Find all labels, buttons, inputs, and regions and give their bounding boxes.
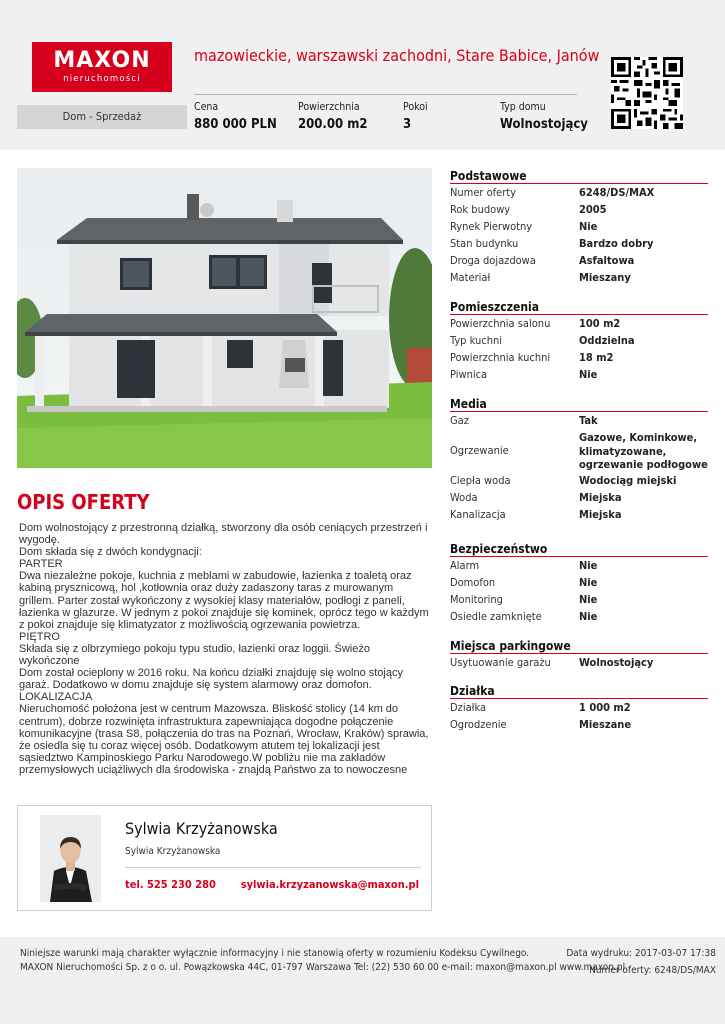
section-plot-title: Działka [450,683,708,699]
stat-area-value: 200.00 m2 [298,117,368,132]
property-location: mazowieckie, warszawski zachodni, Stare Babice, Janów [194,46,600,65]
detail-label: Rok budowy [450,203,511,216]
detail-label: Ogrzewanie [450,443,509,457]
detail-value: 1 000 m2 [579,701,631,714]
section-rooms-title: Pomieszczenia [450,299,708,315]
detail-value: Nie [579,576,598,589]
detail-row [450,591,708,608]
detail-label: Typ kuchni [450,334,503,347]
detail-label: Monitoring [450,593,503,606]
detail-value: Nie [579,610,598,623]
detail-row [450,716,708,733]
detail-label: Alarm [450,559,480,572]
section-security-title: Bezpieczeństwo [450,541,708,557]
agent-card [17,805,432,911]
detail-row [450,654,708,671]
detail-row [450,218,708,235]
maxon-logo[interactable] [32,42,172,92]
section-basic [450,168,708,286]
stat-rooms-label: Pokoi [403,101,428,113]
footer-offer-number: Numer oferty: 6248/DS/MAX [589,965,716,976]
detail-row [450,574,708,591]
section-media-title: Media [450,396,708,412]
footer-print-date: Data wydruku: 2017-03-07 17:38 [566,948,716,959]
detail-value: 2005 [579,203,607,216]
agent-phone-link[interactable]: tel. 525 230 280 [125,878,216,891]
detail-label: Domofon [450,576,496,589]
section-parking [450,638,708,671]
section-basic-title: Podstawowe [450,168,708,184]
detail-value: Tak [579,414,598,427]
detail-value: Miejska [579,490,622,504]
detail-row [450,557,708,574]
agent-name: Sylwia Krzyżanowska [125,819,278,838]
page-header [0,0,725,150]
logo-brand: MAXON [53,48,151,73]
detail-value: Miejska [579,507,622,521]
agent-divider [125,867,421,868]
detail-row [450,201,708,218]
detail-label: Woda [450,490,478,504]
stat-house-type-value: Wolnostojący [500,117,588,132]
stat-price-value: 880 000 PLN [194,117,277,132]
detail-value: Asfaltowa [579,254,635,267]
agent-email-link[interactable]: sylwia.krzyzanowska@maxon.pl [240,878,419,891]
detail-row [450,315,708,332]
description-title: OPIS OFERTY [17,490,150,514]
header-divider [194,94,577,95]
detail-row [450,349,708,366]
detail-label: Numer oferty [450,186,517,199]
detail-row [450,506,708,523]
detail-value: Nie [579,559,598,572]
detail-row [450,235,708,252]
logo-subtitle: nieruchomości [63,74,141,84]
footer-disclaimer: Niniejsze warunki mają charakter wyłącznie informacyjny i nie stanowią oferty w rozumieniu Kodeksu Cywilnego. [20,948,530,959]
footer-company-info: MAXON Nieruchomości Sp. z o o. ul. Powązkowska 44C, 01-797 Warszawa Tel: (22) 530 60 00 e-mail: maxon@maxon.pl www.maxon.pl [20,962,626,973]
property-photo[interactable] [17,168,432,468]
stat-price-label: Cena [194,101,219,113]
detail-value: Nie [579,593,598,606]
detail-label: Droga dojazdowa [450,254,536,267]
detail-row [450,489,708,506]
section-rooms [450,299,708,383]
stat-price [194,101,277,132]
detail-value: Wolnostojący [579,656,654,669]
stat-area-label: Powierzchnia [298,101,360,113]
detail-value: Mieszany [579,271,631,284]
detail-row [450,608,708,625]
detail-label: Stan budynku [450,237,519,250]
detail-value: Nie [579,220,598,233]
offer-type-badge: Dom - Sprzedaż [17,105,187,129]
detail-value: Nie [579,368,598,381]
detail-label: Powierzchnia salonu [450,317,551,330]
description-text: Dom wolnostojący z przestronną działką, stworzony dla osób ceniących przestrzeń i wygodę. Dom składa się z dwóch kondygnacji: PARTER Dwa niezależne pokoje, kuchnia z meblami w zabudowie, łazienka z toaletą oraz kabiną prysznicową, hol ,kotłownia oraz duży zadaszony taras z murowanym grillem. Parter został wykończony z wysokiej klasy materiałów, podłogi z paneli, łazienka w glazurze. W jednym z pokoi znajduje się kominek, oprócz tego w każdym z pokoi znajduje się klimatyzator z możliwością ogrzewania powietrza. PIĘTRO Składa się z olbrzymiego pokoju typu studio, łazienki oraz loggii. Świeżo wykończone Dom został ocieplony w 2016 roku. Na końcu działki znajduję się wolno stojący garaż. Dodatkowo w domu znajduje się system alarmowy oraz domofon. LOKALIZACJA Nieruchomość położona jest w centrum Mazowsza. Bliskość stolicy (14 km do centrum), dobrze rozwinięta infrastruktura zapewniająca dogodne połączenie komunikacyjne (trasa S8, połączenia do tras na Poznań, Wrocław, Kraków) sprawia, że osiedla się tu coraz więcej osób. Dodatkowym atutem tej lokalizacji jest sąsiedztwo Kampinoskiego Parku Narodowego.W pobliżu nie ma zakładów przemysłowych uciążliwych dla środowiska - znajdą Państwo za to nowoczesne [19,522,429,776]
detail-value: Mieszane [579,718,632,731]
stat-rooms [403,101,428,132]
stat-area [298,101,368,132]
detail-label: Rynek Pierwotny [450,220,533,233]
detail-value: 18 m2 [579,351,614,364]
stat-house-type [500,101,588,132]
agent-photo [40,815,101,902]
detail-value: 6248/DS/MAX [579,186,655,199]
detail-label: Osiedle zamknięte [450,610,542,623]
detail-value: Bardzo dobry [579,237,654,250]
detail-row [450,412,708,429]
detail-label: Powierzchnia kuchni [450,351,551,364]
detail-label: Działka [450,701,487,714]
section-plot [450,683,708,733]
detail-row [450,332,708,349]
detail-value: 100 m2 [579,317,621,330]
detail-label: Usytuowanie garażu [450,656,551,669]
detail-value: Gazowe, Kominkowe, klimatyzowane, ogrzewanie podłogowe [579,431,708,471]
detail-label: Ogrodzenie [450,718,507,731]
section-security [450,541,708,625]
detail-row [450,699,708,716]
page-footer [0,937,725,1024]
detail-value: Wodociąg miejski [579,473,677,487]
detail-row [450,366,708,383]
detail-row [450,429,708,472]
detail-label: Piwnica [450,368,488,381]
detail-value: Oddzielna [579,334,635,347]
detail-label: Gaz [450,414,469,427]
detail-row [450,252,708,269]
detail-label: Kanalizacja [450,507,506,521]
detail-label: Materiał [450,271,491,284]
stat-rooms-value: 3 [403,117,412,132]
detail-row [450,472,708,489]
qr-code-icon[interactable] [611,57,683,129]
section-media [450,396,708,523]
detail-row [450,184,708,201]
stat-house-type-label: Typ domu [500,101,546,113]
detail-label: Ciepła woda [450,473,511,487]
detail-row [450,269,708,286]
agent-subtitle: Sylwia Krzyżanowska [125,846,221,857]
section-parking-title: Miejsca parkingowe [450,638,708,654]
